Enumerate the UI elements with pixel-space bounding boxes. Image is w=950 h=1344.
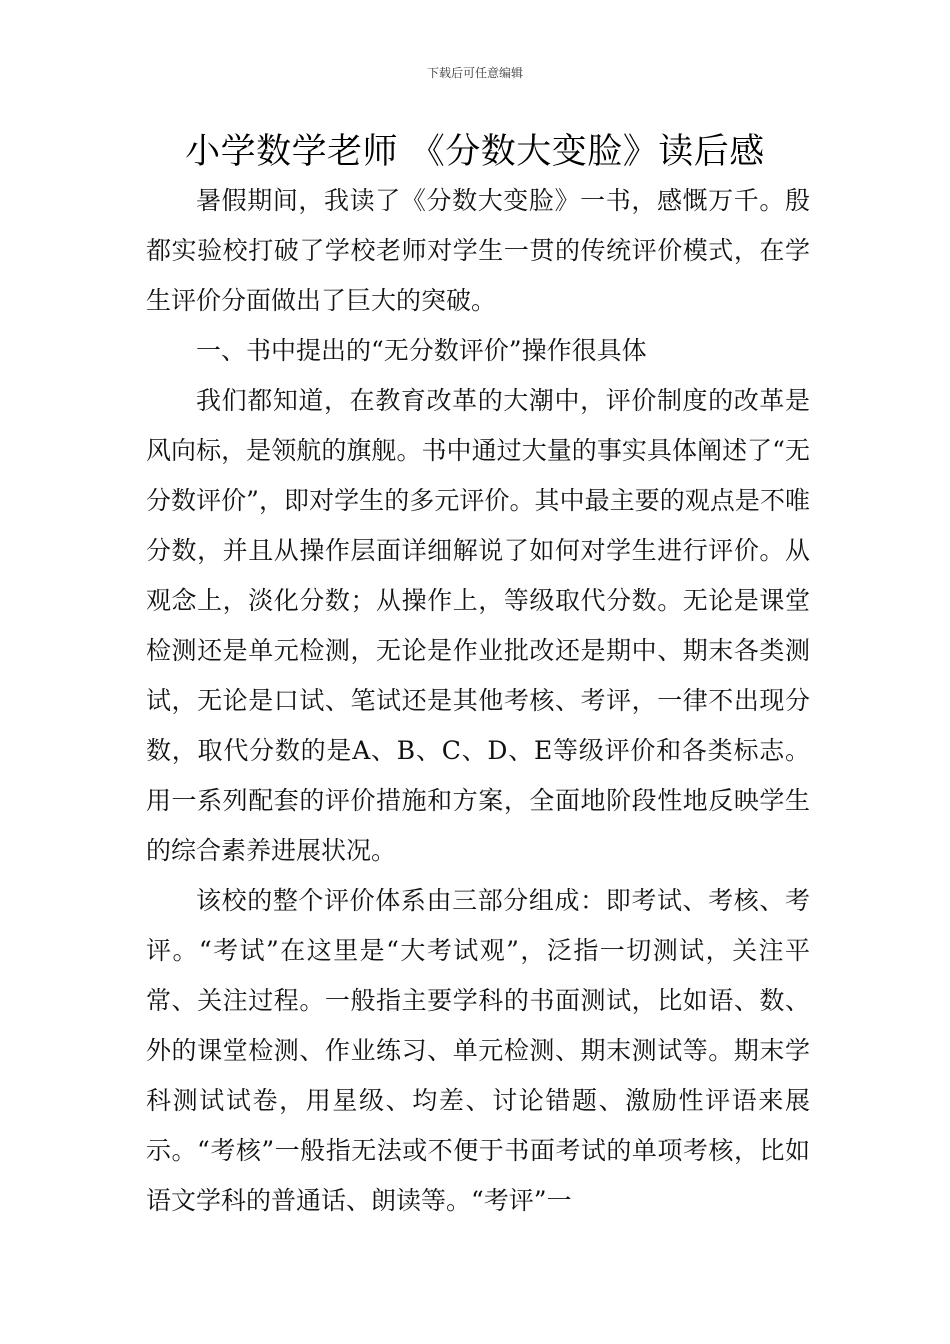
section-heading-1: 一、书中提出的“无分数评价”操作很具体: [196, 336, 647, 365]
document-body: [146, 176, 810, 1226]
paragraph-evaluation-system: 该校的整个评价体系由三部分组成：即考试、考核、考评。“考试”在这里是“大考试观”，泛指一切测试，关注平常、关注过程。一般指主要学科的书面测试，比如语、数、外的课堂检测、作业练习、单元检测、期末测试等。期末学科测试试卷，用星级、均差、讨论错题、激励性评语来展示。“考核”一般指无法或不便于书面考试的单项考核，比如语文学科的普通话、朗读等。“考评”一: [146, 886, 810, 1215]
paragraph-intro: 暑假期间，我读了《分数大变脸》一书，感慨万千。殷都实验校打破了学校老师对学生一贯的传统评价模式，在学生评价分面做出了巨大的突破。: [146, 186, 810, 315]
paragraph-evaluation-reform: 我们都知道，在教育改革的大潮中，评价制度的改革是风向标，是领航的旗舰。书中通过大量的事实具体阐述了“无分数评价”，即对学生的多元评价。其中最主要的观点是不唯分数，并且从操作层面详细解说了如何对学生进行评价。从观念上，淡化分数；从操作上，等级取代分数。无论是课堂检测还是单元检测，无论是作业批改还是期中、期末各类测试，无论是口试、笔试还是其他考核、考评，一律不出现分数，取代分数的是A、B、C、D、E等级评价和各类标志。用一系列配套的评价措施和方案，全面地阶段性地反映学生的综合素养进展状况。: [146, 386, 810, 865]
header-note: 下载后可任意编辑: [426, 66, 523, 80]
document-title: 小学数学老师 《分数大变脸》读后感: [185, 132, 765, 172]
